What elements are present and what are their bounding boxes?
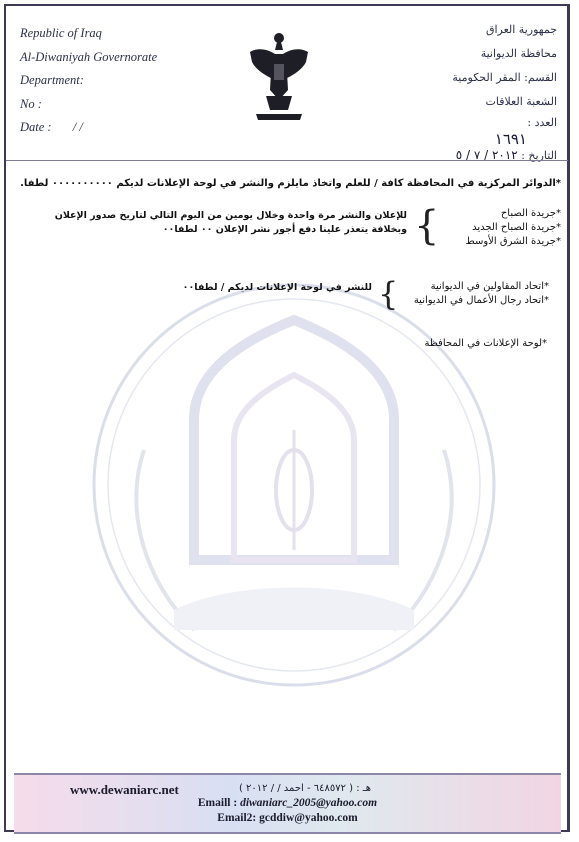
newspaper-item: *جريدة الشرق الأوسط	[465, 236, 561, 247]
arabic-date-field	[407, 146, 557, 165]
union-brace: {	[378, 275, 399, 313]
newspaper-note-line: وبخلافة يتعذر علينا دفع أجور نشر الإعلان ٠٠ لطفا٠٠	[162, 224, 407, 235]
arabic-number-field	[407, 114, 557, 132]
union-list	[414, 280, 549, 308]
governorate-seal-watermark-icon	[84, 250, 504, 720]
arabic-number-label: العدد :	[527, 116, 557, 129]
arabic-date-label: التاريخ :	[521, 149, 557, 162]
number-label: No :	[20, 96, 42, 111]
newspaper-item: *جريدة الصباح	[500, 208, 561, 219]
arabic-letterhead	[407, 18, 557, 165]
email2-address[interactable]: gcddiw@yahoo.com	[259, 812, 358, 824]
country-name: Republic of Iraq	[20, 26, 102, 40]
date-field	[20, 116, 200, 140]
eagle-emblem-icon	[248, 30, 310, 122]
newspaper-list	[465, 207, 561, 249]
email2-label: Email2:	[217, 812, 257, 824]
arabic-section: الشعبة العلاقات	[485, 95, 557, 108]
arabic-number-value: ١٦٩١	[494, 130, 527, 148]
newspaper-note-line: للإعلان والنشر مرة واحدة وخلال يومين من اليوم التالي لتاريخ صدور الإعلان	[54, 210, 407, 221]
footer-band	[14, 773, 561, 834]
governorate-name: Al-Diwaniyah Governorate	[20, 49, 158, 64]
date-slashes: / /	[72, 120, 83, 134]
email1-label: Emaill :	[197, 797, 238, 809]
union-note: للنشر في لوحة الإعلانات لديكم / لطفا٠٠	[182, 282, 372, 293]
intro-paragraph: *الدوائر المركزية في المحافظة كافة / للعلم واتخاذ مايلزم والنشر في لوحة الإعلانات لديكم ٠٠٠٠٠٠٠٠٠٠ لطفا.	[20, 178, 561, 189]
date-label: Date :	[20, 120, 52, 134]
newspaper-item: *جريدة الصباح الجديد	[472, 222, 561, 233]
department-label: Department:	[20, 73, 84, 87]
email-line-2	[14, 812, 561, 824]
arabic-governorate-name: محافظة الديوانية	[480, 47, 557, 60]
arabic-country-name: جمهورية العراق	[485, 23, 557, 36]
email1-address[interactable]: diwaniarc_2005@yahoo.com	[240, 797, 378, 809]
english-letterhead	[20, 22, 200, 140]
arabic-department: القسم: المقر الحكومية	[452, 71, 557, 84]
arabic-date-value: ٢٠١٢ / ٧ / ٥	[455, 148, 518, 162]
union-item: *اتحاد المقاولين في الديوانية	[430, 281, 549, 292]
newspaper-note	[55, 209, 407, 237]
newspaper-brace: {	[414, 203, 440, 249]
phone-reference: هـ : ( ٦٤٨٥٧٢ - احمد / / ٢٠١٢ )	[238, 783, 371, 794]
union-item: *اتحاد رجال الأعمال في الديوانية	[413, 295, 549, 306]
website-link[interactable]: www.dewaniarc.net	[70, 782, 179, 797]
notice-board-item: *لوحة الإعلانات في المحافظة	[424, 338, 547, 349]
header-divider	[6, 160, 568, 161]
email-line-1	[14, 797, 561, 809]
